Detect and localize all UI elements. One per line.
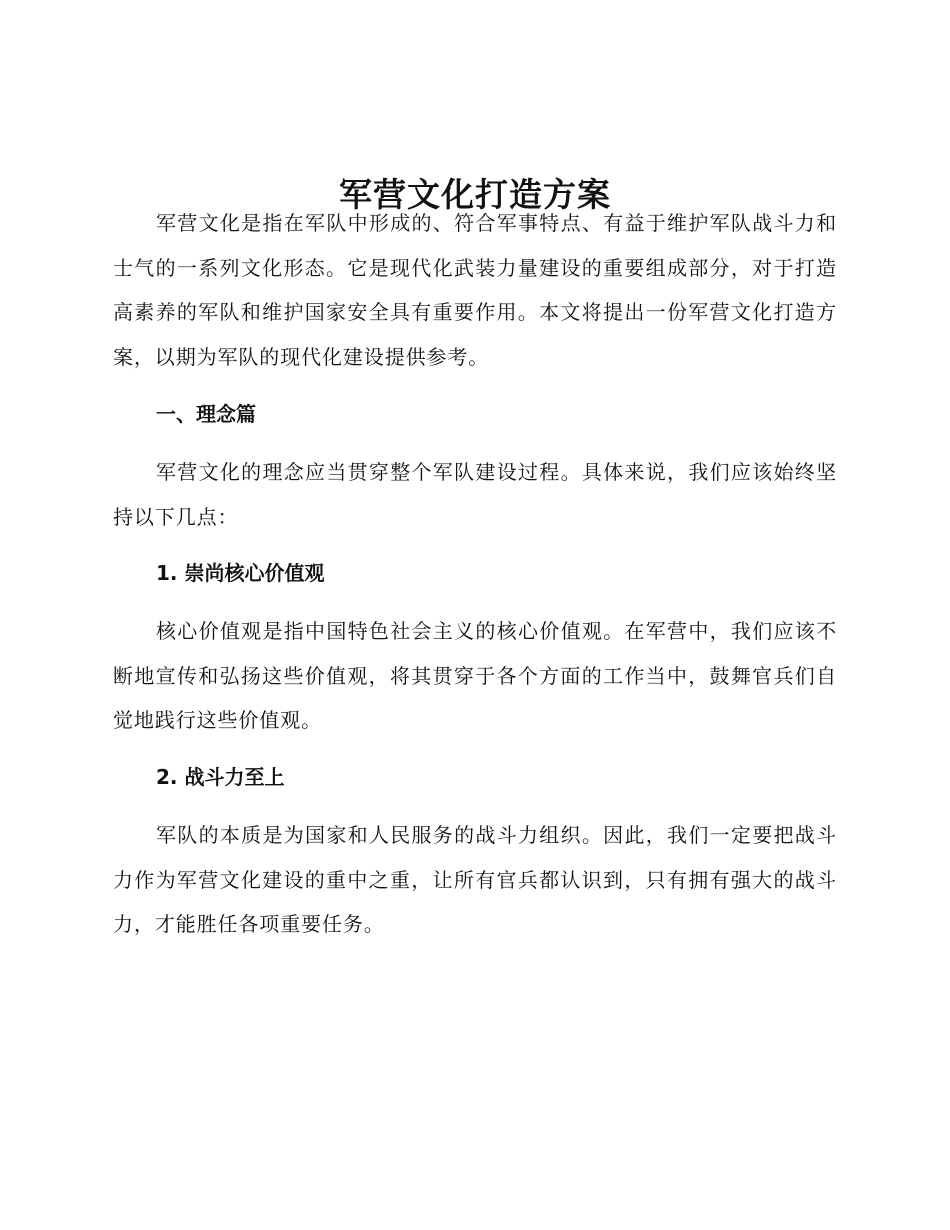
- point-core-values-paragraph: 核心价值观是指中国特色社会主义的核心价值观。在军营中，我们应该不断地宣传和弘扬这些价值观，将其贯穿于各个方面的工作当中，鼓舞官兵们自觉地践行这些价值观。: [113, 619, 837, 732]
- point-heading-core-values: 1. 崇尚核心价值观: [156, 561, 325, 585]
- document-title: 军营文化打造方案: [339, 175, 611, 215]
- point-combat-power-paragraph: 军队的本质是为国家和人民服务的战斗力组织。因此，我们一定要把战斗力作为军营文化建设的重中之重，让所有官兵都认识到，只有拥有强大的战斗力，才能胜任各项重要任务。: [113, 823, 837, 936]
- point-heading-combat-power: 2. 战斗力至上: [156, 765, 285, 789]
- intro-paragraph: 军营文化是指在军队中形成的、符合军事特点、有益于维护军队战斗力和士气的一系列文化形态。它是现代化武装力量建设的重要组成部分，对于打造高素养的军队和维护国家安全具有重要作用。本文将提出一份军营文化打造方案，以期为军队的现代化建设提供参考。: [113, 211, 837, 369]
- section-concept-paragraph: 军营文化的理念应当贯穿整个军队建设过程。具体来说，我们应该始终坚持以下几点：: [113, 460, 837, 529]
- section-heading-concept: 一、理念篇: [156, 402, 256, 426]
